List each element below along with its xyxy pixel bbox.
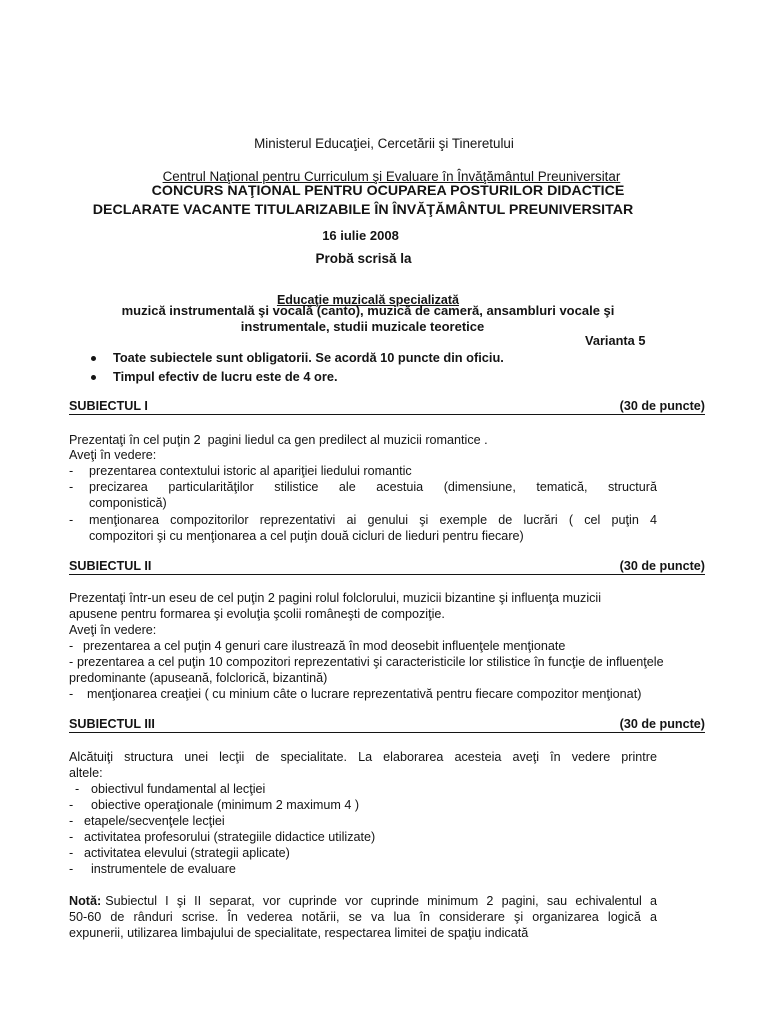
note-text: Subiectul I şi II separat, vor cuprinde vor cuprinde minimum 2 pagini, sau echivalentul a [105, 894, 657, 908]
center-name: Centrul Naţional pentru Curriculum şi Evaluare în Învăţământul Preuniversitar [162, 169, 621, 184]
list-marker: - [69, 513, 74, 527]
note-label: Notă: [69, 894, 102, 908]
list-marker: - [75, 782, 80, 796]
list-marker: - [69, 798, 74, 812]
list-item-text: componistică) [89, 496, 167, 510]
bullet-icon [91, 375, 96, 380]
list-marker: - [69, 639, 74, 653]
list-item-text: activitatea elevului (strategii aplicate) [84, 846, 290, 860]
list-item-text: prezentarea a cel puţin 4 genuri care ilustrează în mod deosebit influenţele menţionate [83, 639, 566, 653]
list-item-text: predominante (apuseană, folclorică, bizantină) [69, 671, 328, 685]
subject-intro-line: Aveţi în vedere: [69, 448, 157, 462]
note-line: expunerii, utilizarea limbajului de specialitate, respectarea limitei de spaţiu indicată [69, 926, 529, 940]
list-item-text: obiective operaţionale (minimum 2 maximum 4 ) [91, 798, 360, 812]
list-marker: - [69, 464, 74, 478]
list-marker: - [69, 830, 74, 844]
subject-intro-line: Aveţi în vedere: [69, 623, 157, 637]
subject-title: SUBIECTUL II [69, 559, 152, 573]
subject-title: SUBIECTUL I [69, 399, 148, 413]
specialization-line: muzică instrumentală şi vocală (canto), muzică de cameră, ansambluri vocale şi [121, 303, 615, 318]
list-item-text: etapele/secvenţele lecţiei [84, 814, 225, 828]
list-marker: - [69, 655, 74, 669]
list-marker: - [69, 862, 74, 876]
list-item-text: activitatea profesorului (strategiile didactice utilizate) [84, 830, 376, 844]
exam-date: 16 iulie 2008 [322, 228, 399, 243]
list-item-text: menţionarea creaţiei ( cu minium câte o lucrare reprezentativă pentru fiecare compozitor menţionat) [87, 687, 642, 701]
exam-type: Probă scrisă la [315, 251, 412, 266]
subject-title: SUBIECTUL III [69, 717, 155, 731]
subject-heading [69, 399, 705, 415]
ministry-name: Ministerul Educaţiei, Cercetării şi Tineretului [254, 136, 514, 151]
list-marker: - [69, 480, 74, 494]
bullet-icon [91, 356, 96, 361]
list-item-text: prezentarea a cel puţin 10 compozitori reprezentativi şi caracteristicile lor stilistice în funcţie de influenţele [77, 655, 664, 669]
subject-points: (30 de puncte) [619, 717, 705, 731]
subject-intro-line: altele: [69, 766, 103, 780]
note-line: 50-60 de rânduri scrise. În vederea notării, se va lua în considerare şi organizarea logică a [69, 910, 657, 924]
note-line [69, 893, 657, 909]
exam-title-line: CONCURS NAŢIONAL PENTRU OCUPAREA POSTURILOR DIDACTICE [151, 183, 625, 199]
list-item-text: obiectivul fundamental al lecţiei [91, 782, 266, 796]
list-item-text: prezentarea contextului istoric al apariţiei liedului romantic [89, 464, 412, 478]
list-item-text: compozitori şi cu menţionarea a cel puţin două cicluri de lieduri pentru fiecare) [89, 529, 524, 543]
subject-points: (30 de puncte) [619, 559, 705, 573]
subject-heading [69, 717, 705, 733]
subject-heading [69, 559, 705, 575]
list-item-text: instrumentele de evaluare [91, 862, 236, 876]
variant-label: Varianta 5 [585, 333, 646, 348]
list-marker: - [69, 687, 74, 701]
subject-intro-line: Alcătuiţi structura unei lecţii de specialitate. La elaborarea acesteia aveţi în vedere printre [69, 750, 657, 764]
instruction-item: Timpul efectiv de lucru este de 4 ore. [113, 369, 338, 384]
list-marker: - [69, 846, 74, 860]
subject-intro-line: Prezentaţi într-un eseu de cel puţin 2 pagini rolul folclorului, muzicii bizantine şi influenţa muzicii [69, 591, 602, 605]
list-item-text: menţionarea compozitorilor reprezentativi ai genului şi exemple de lucrări ( cel puţin 4 [89, 513, 657, 527]
subject-intro-line: Prezentaţi în cel puţin 2 pagini liedul ca gen predilect al muzicii romantice . [69, 433, 488, 447]
exam-title-line: DECLARATE VACANTE TITULARIZABILE ÎN ÎNVĂŢĂMÂNTUL PREUNIVERSITAR [92, 202, 634, 218]
subject-intro-line: apusene pentru formarea şi evoluţia şcolii româneşti de compoziţie. [69, 607, 445, 621]
list-item-text: precizarea particularităţilor stilistice ale acestuia (dimensiune, tematică, structură [89, 480, 657, 494]
discipline-name: Educaţie muzicală specializată [276, 293, 459, 307]
list-marker: - [69, 814, 74, 828]
instruction-item: Toate subiectele sunt obligatorii. Se acordă 10 puncte din oficiu. [113, 350, 504, 365]
specialization-line: instrumentale, studii muzicale teoretice [240, 319, 485, 334]
subject-points: (30 de puncte) [619, 399, 705, 413]
